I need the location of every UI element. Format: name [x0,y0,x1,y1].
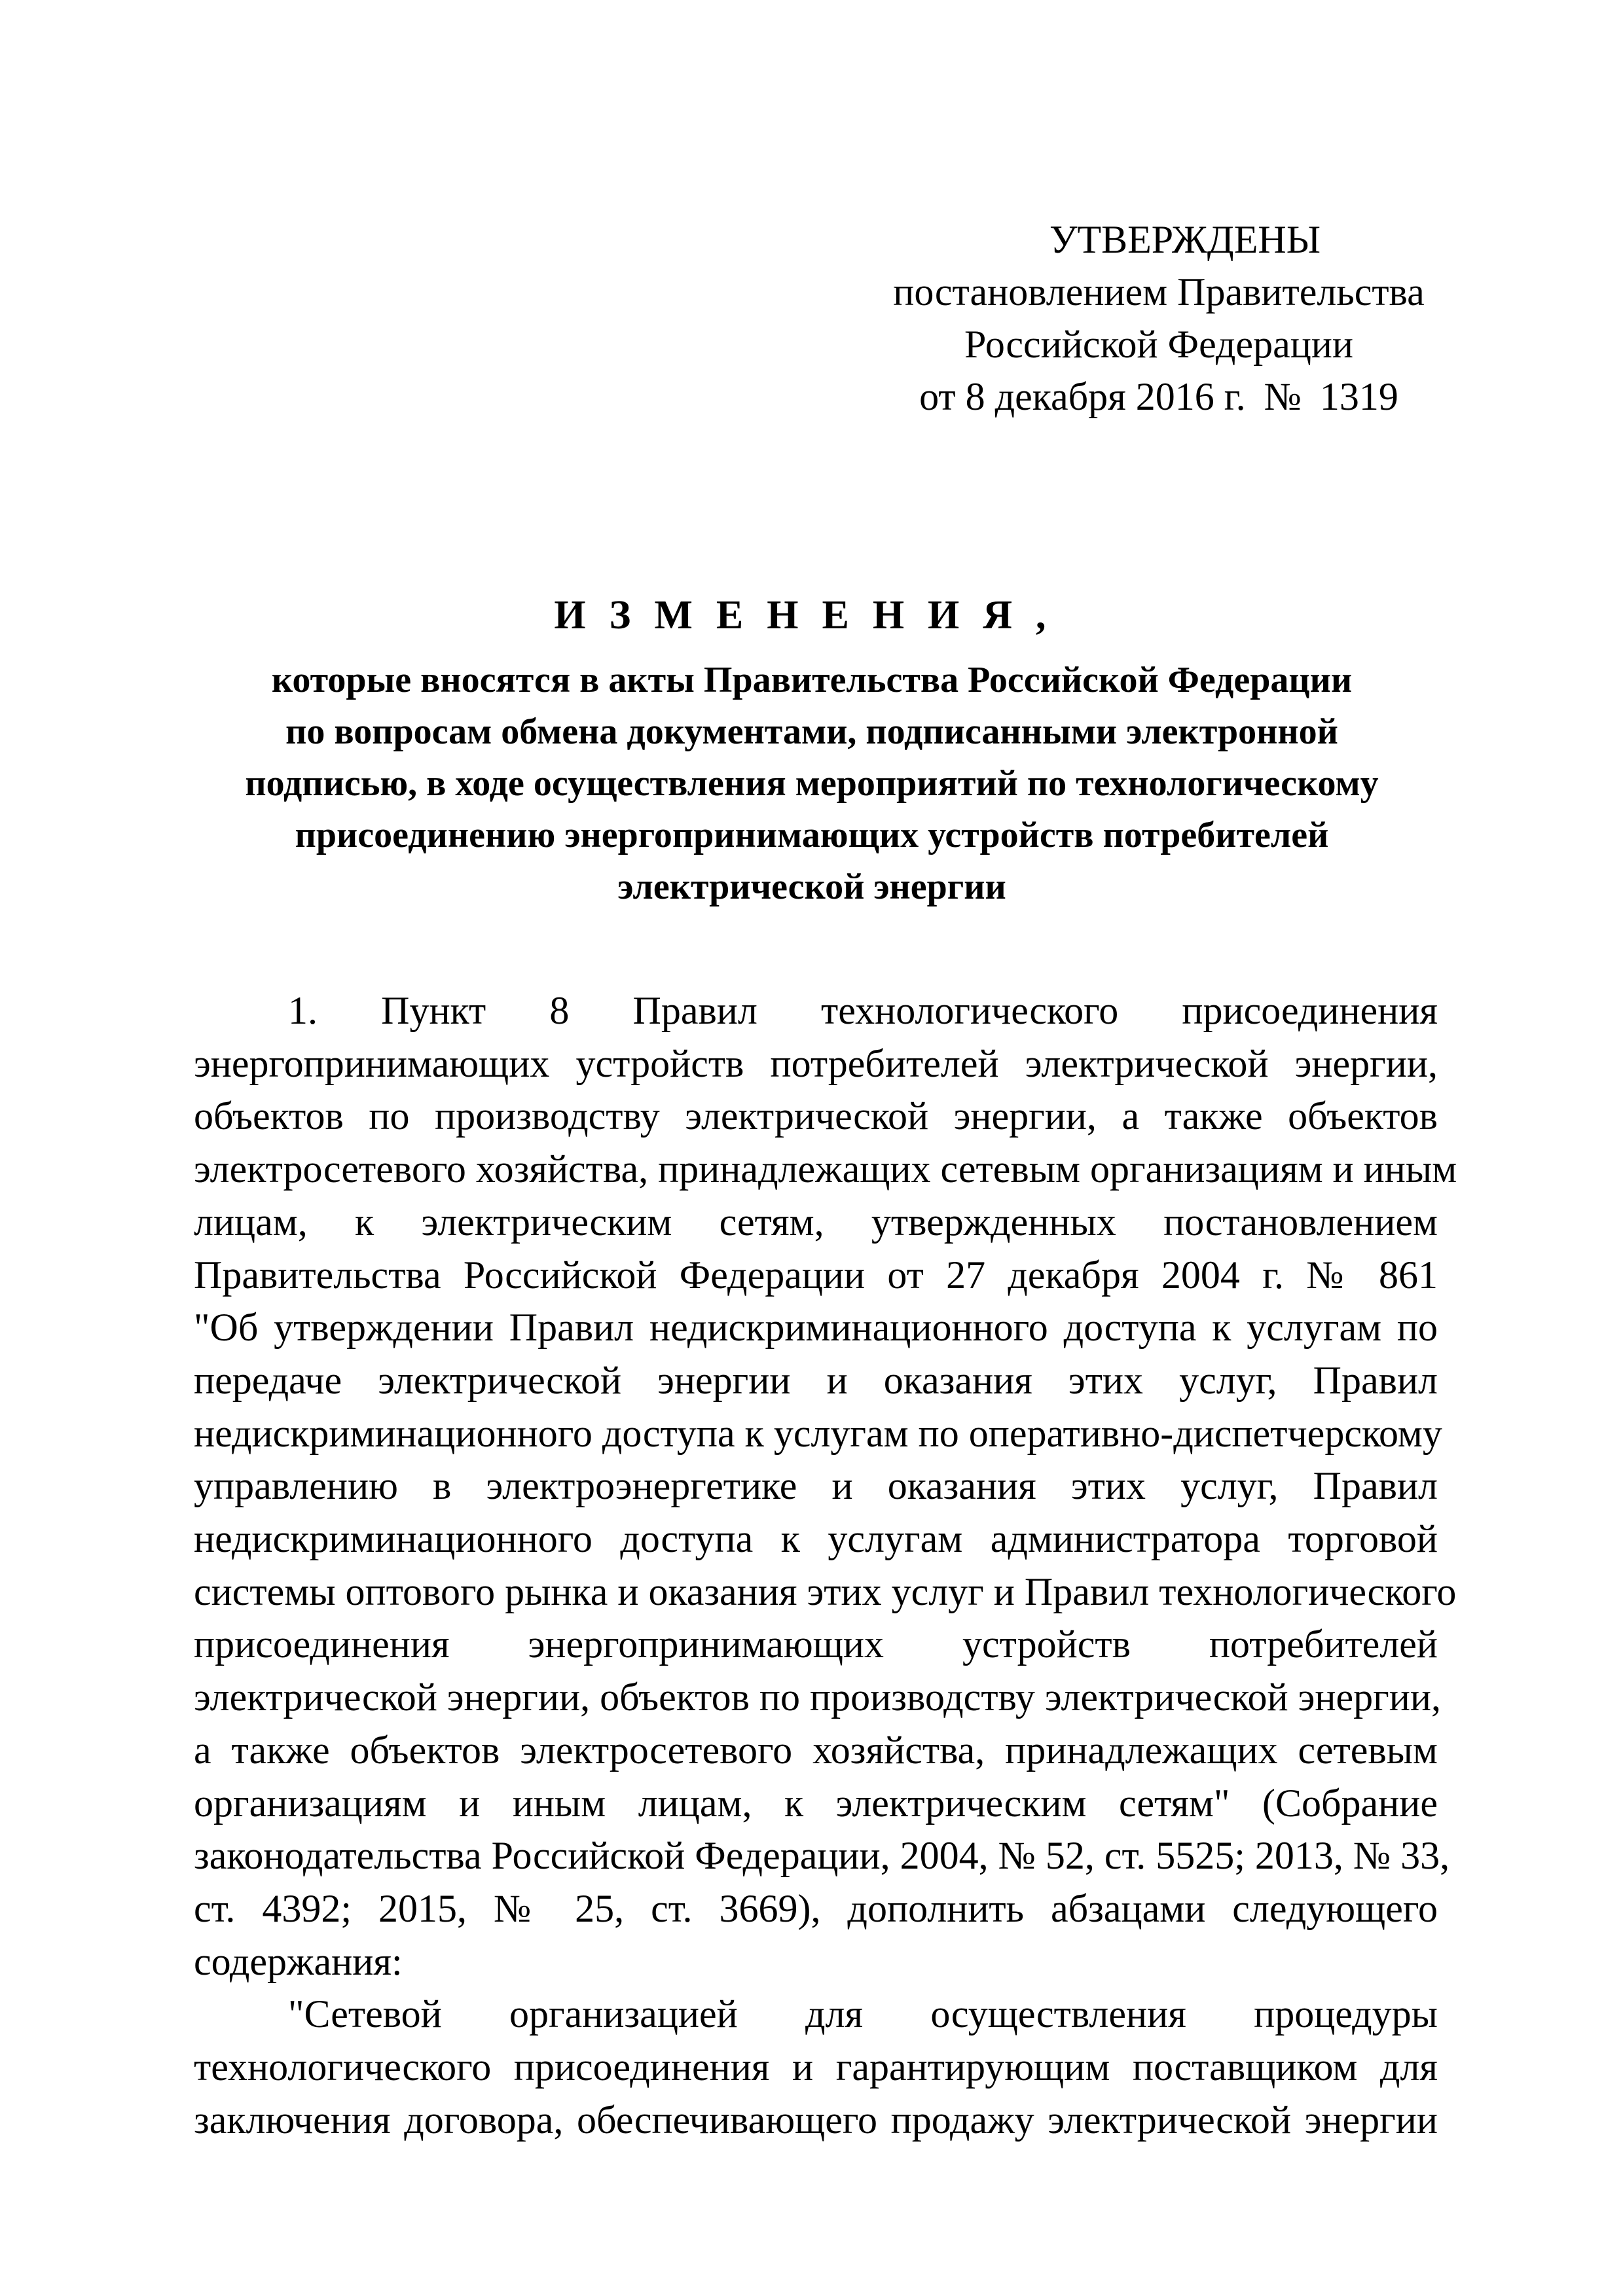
body-line: лицам, к электрическим сетям, утвержденных постановлением [194,1200,1438,1244]
body-line: управлению в электроэнергетике и оказания этих услуг, Правил [194,1464,1438,1508]
body-line: технологического присоединения и гарантирующим поставщиком для [194,2045,1438,2089]
body-line: электрической энергии, объектов по производству электрической энергии, [194,1676,1441,1719]
body-line: передаче электрической энергии и оказания этих услуг, Правил [194,1358,1438,1402]
body-line: организациям и иным лицам, к электрическим сетям" (Собрание [194,1781,1438,1825]
approval-line-authority: постановлением Правительства [893,270,1425,314]
approval-line-country: Российской Федерации [964,323,1354,366]
subtitle-line: которые вносятся в акты Правительства Российской Федерации [271,660,1353,700]
approval-number-sign: № [1264,375,1302,418]
approval-date-line [851,370,1467,423]
body-line: объектов по производству электрической энергии, а также объектов [194,1094,1438,1138]
subtitle-line: электрической энергии [617,867,1006,907]
body-line: энергопринимающих устройств потребителей электрической энергии, [194,1041,1438,1085]
body-line: а также объектов электросетевого хозяйства, принадлежащих сетевым [194,1728,1438,1772]
body-line: заключения договора, обеспечивающего продажу электрической энергии [194,2098,1438,2142]
body-line: недискриминационного доступа к услугам администратора торговой [194,1517,1438,1561]
body-line: ст. 4392; 2015, № 25, ст. 3669), дополнить абзацами следующего [194,1886,1438,1930]
body-line: "Сетевой организацией для осуществления процедуры [288,1992,1438,2036]
body-line: законодательства Российской Федерации, 2004, № 52, ст. 5525; 2013, № 33, [194,1834,1450,1878]
body-line: содержания: [194,1939,403,1983]
approval-number: 1319 [1319,375,1398,418]
document-subtitle [196,655,1427,913]
subtitle-line: присоединению энергопринимающих устройств потребителей [295,815,1329,855]
approval-block [851,213,1467,423]
body-line: 1. Пункт 8 Правил технологического присоединения [288,989,1438,1032]
body-line: системы оптового рынка и оказания этих услуг и Правил технологического [194,1570,1457,1613]
subtitle-line: по вопросам обмена документами, подписанными электронной [285,711,1338,752]
body-text [194,984,1457,2146]
body-line: недискриминационного доступа к услугам по оперативно-диспетчерскому [194,1411,1442,1455]
body-line: Правительства Российской Федерации от 27 декабря 2004 г. № 861 [194,1253,1438,1297]
approval-date: от 8 декабря 2016 г. [919,375,1246,418]
document-title: ИЗМЕНЕНИЯ, [554,593,1070,637]
body-line: присоединения энергопринимающих устройств потребителей [194,1623,1438,1666]
body-line: электросетевого хозяйства, принадлежащих сетевым организациям и иным [194,1147,1457,1191]
approval-title: УТВЕРЖДЕНЫ [1049,218,1321,261]
subtitle-line: подписью, в ходе осуществления мероприятий по технологическому [245,763,1379,804]
body-line: "Об утверждении Правил недискриминационного доступа к услугам по [194,1306,1438,1350]
